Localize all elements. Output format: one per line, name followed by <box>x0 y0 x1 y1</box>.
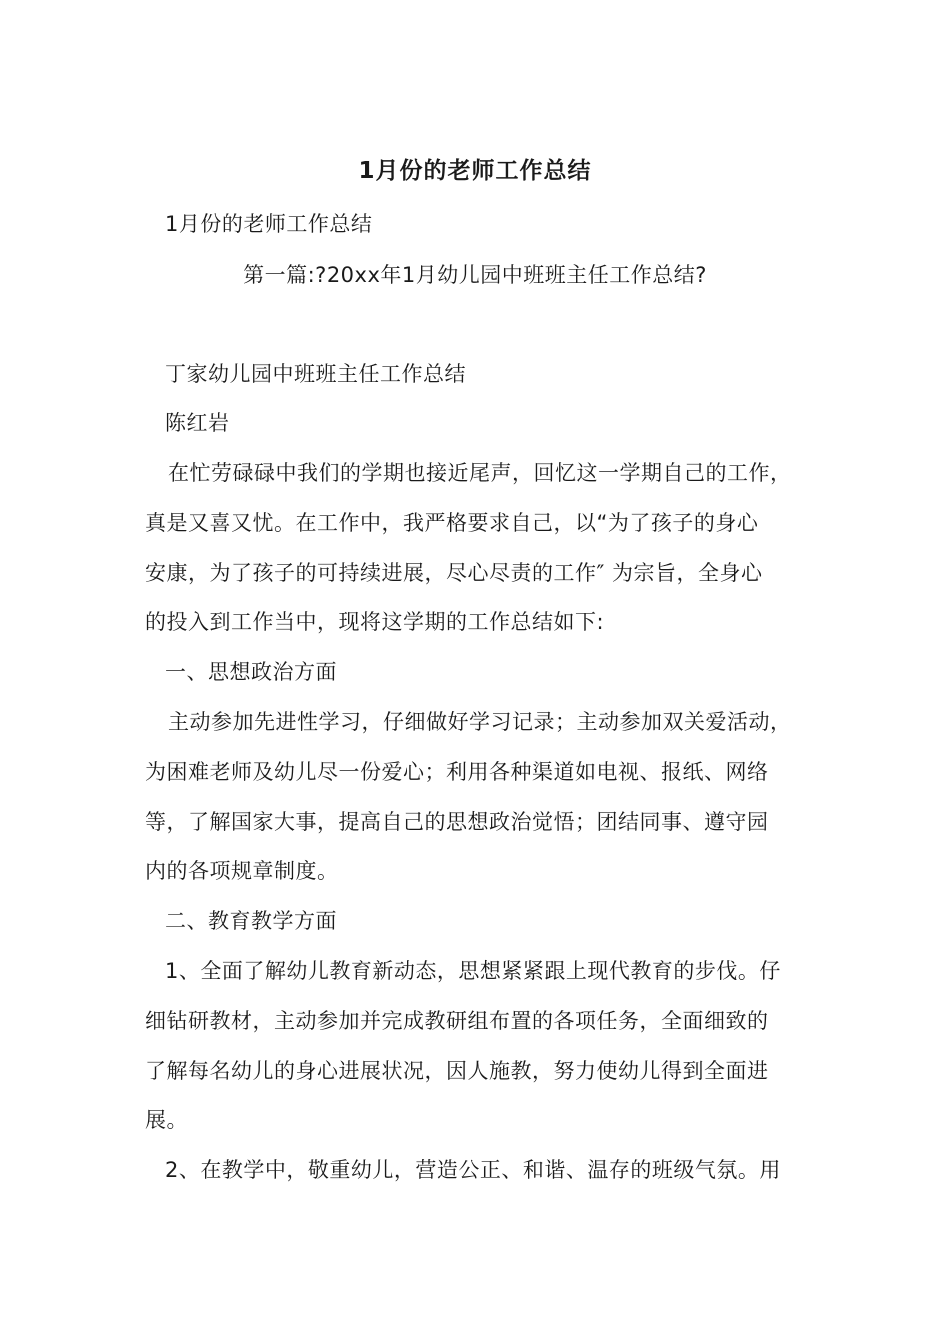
intro-line: 在忙劳碌碌中我们的学期也接近尾声，回忆这一学期自己的工作， <box>168 461 792 485</box>
section-heading: 二、教育教学方面 <box>165 909 337 933</box>
document-subtitle: 1月份的老师工作总结 <box>165 212 373 236</box>
section-body-line: 等，了解国家大事，提高自己的思想政治觉悟；团结同事、遵守园 <box>145 810 769 834</box>
intro-line: 安康，为了孩子的可持续进展，尽心尽责的工作″ 为宗旨，全身心 <box>145 561 763 585</box>
report-title: 丁家幼儿园中班班主任工作总结 <box>165 362 466 386</box>
author-name: 陈红岩 <box>165 411 230 435</box>
chapter-heading: 第一篇:?20xx年1月幼儿园中班班主任工作总结? <box>243 263 707 287</box>
section-body-line: 内的各项规章制度。 <box>145 859 339 883</box>
item-line: 2、在教学中，敬重幼儿，营造公正、和谐、温存的班级气氛。用 <box>165 1158 781 1182</box>
section-body-line: 主动参加先进性学习，仔细做好学习记录；主动参加双关爱活动， <box>168 710 792 734</box>
section-heading: 一、思想政治方面 <box>165 660 337 684</box>
intro-line: 真是又喜又忧。在工作中，我严格要求自己，以“为了孩子的身心 <box>145 511 759 535</box>
item-line: 细钻研教材，主动参加并完成教研组布置的各项任务，全面细致的 <box>145 1009 769 1033</box>
section-body-line: 为困难老师及幼儿尽一份爱心；利用各种渠道如电视、报纸、网络 <box>145 760 769 784</box>
document-title: 1月份的老师工作总结 <box>358 158 592 184</box>
intro-line: 的投入到工作当中，现将这学期的工作总结如下: <box>145 610 605 634</box>
item-line: 了解每名幼儿的身心进展状况，因人施教，努力使幼儿得到全面进 <box>145 1059 769 1083</box>
item-line: 1、全面了解幼儿教育新动态，思想紧紧跟上现代教育的步伐。仔 <box>165 959 781 983</box>
item-line: 展。 <box>145 1108 188 1132</box>
